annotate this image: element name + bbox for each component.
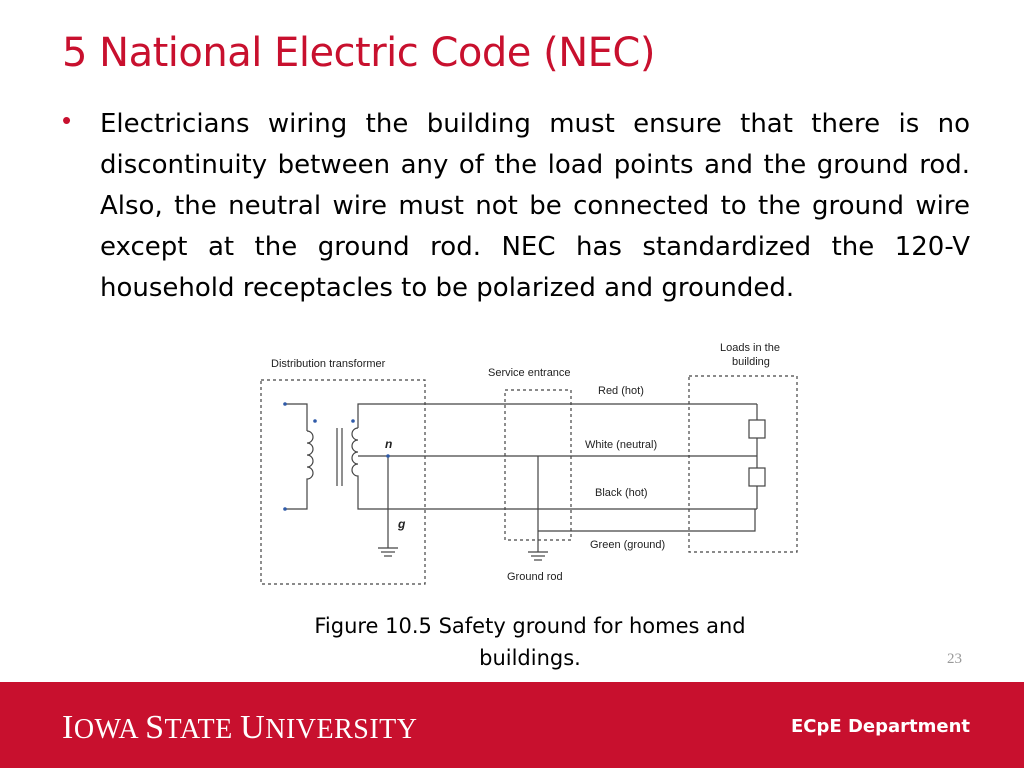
terminal-dot: [283, 507, 287, 511]
label-ground-rod: Ground rod: [507, 571, 563, 583]
primary-coil: [307, 431, 313, 486]
bullet-text: Electricians wiring the building must ensure that there is no discontinuity between any of the load points and the ground rod. Also, the neutral wire must not be connected to the ground wire except at the ground rod. NEC has standardized the 120-V household receptacles to be polarized and grounded.: [100, 109, 970, 303]
label-black-hot: Black (hot): [595, 487, 648, 499]
transformer-box: [261, 380, 425, 584]
terminal-dot: [283, 402, 287, 406]
loads-box: [689, 376, 797, 552]
label-service-entrance: Service entrance: [488, 367, 571, 379]
bullet-marker: •: [62, 105, 72, 135]
load-2: [749, 468, 765, 486]
label-distribution-transformer: Distribution transformer: [271, 358, 386, 370]
safety-ground-figure: [255, 336, 815, 591]
label-white-neutral: White (neutral): [585, 439, 658, 451]
wiring-diagram: [255, 336, 815, 586]
label-green-ground: Green (ground): [590, 539, 666, 551]
department-name: ECpE Department: [791, 716, 970, 737]
label-loads-line2: building: [732, 356, 770, 368]
footer-bar: [0, 682, 1024, 768]
junction-dot: [386, 454, 390, 458]
load-1: [749, 420, 765, 438]
university-logo: IOWA STATE UNIVERSITY: [62, 709, 418, 746]
polarity-dot: [313, 419, 317, 423]
label-node-n: n: [385, 437, 393, 451]
secondary-coil: [352, 428, 358, 486]
page-number: 23: [947, 651, 962, 667]
figure-caption: Figure 10.5 Safety ground for homes and buildings.: [314, 614, 746, 670]
slide-title: 5 National Electric Code (NEC): [62, 30, 655, 76]
polarity-dot: [351, 419, 355, 423]
label-node-g: g: [398, 517, 406, 531]
label-loads-line1: Loads in the: [720, 342, 780, 354]
label-red-hot: Red (hot): [598, 385, 644, 397]
